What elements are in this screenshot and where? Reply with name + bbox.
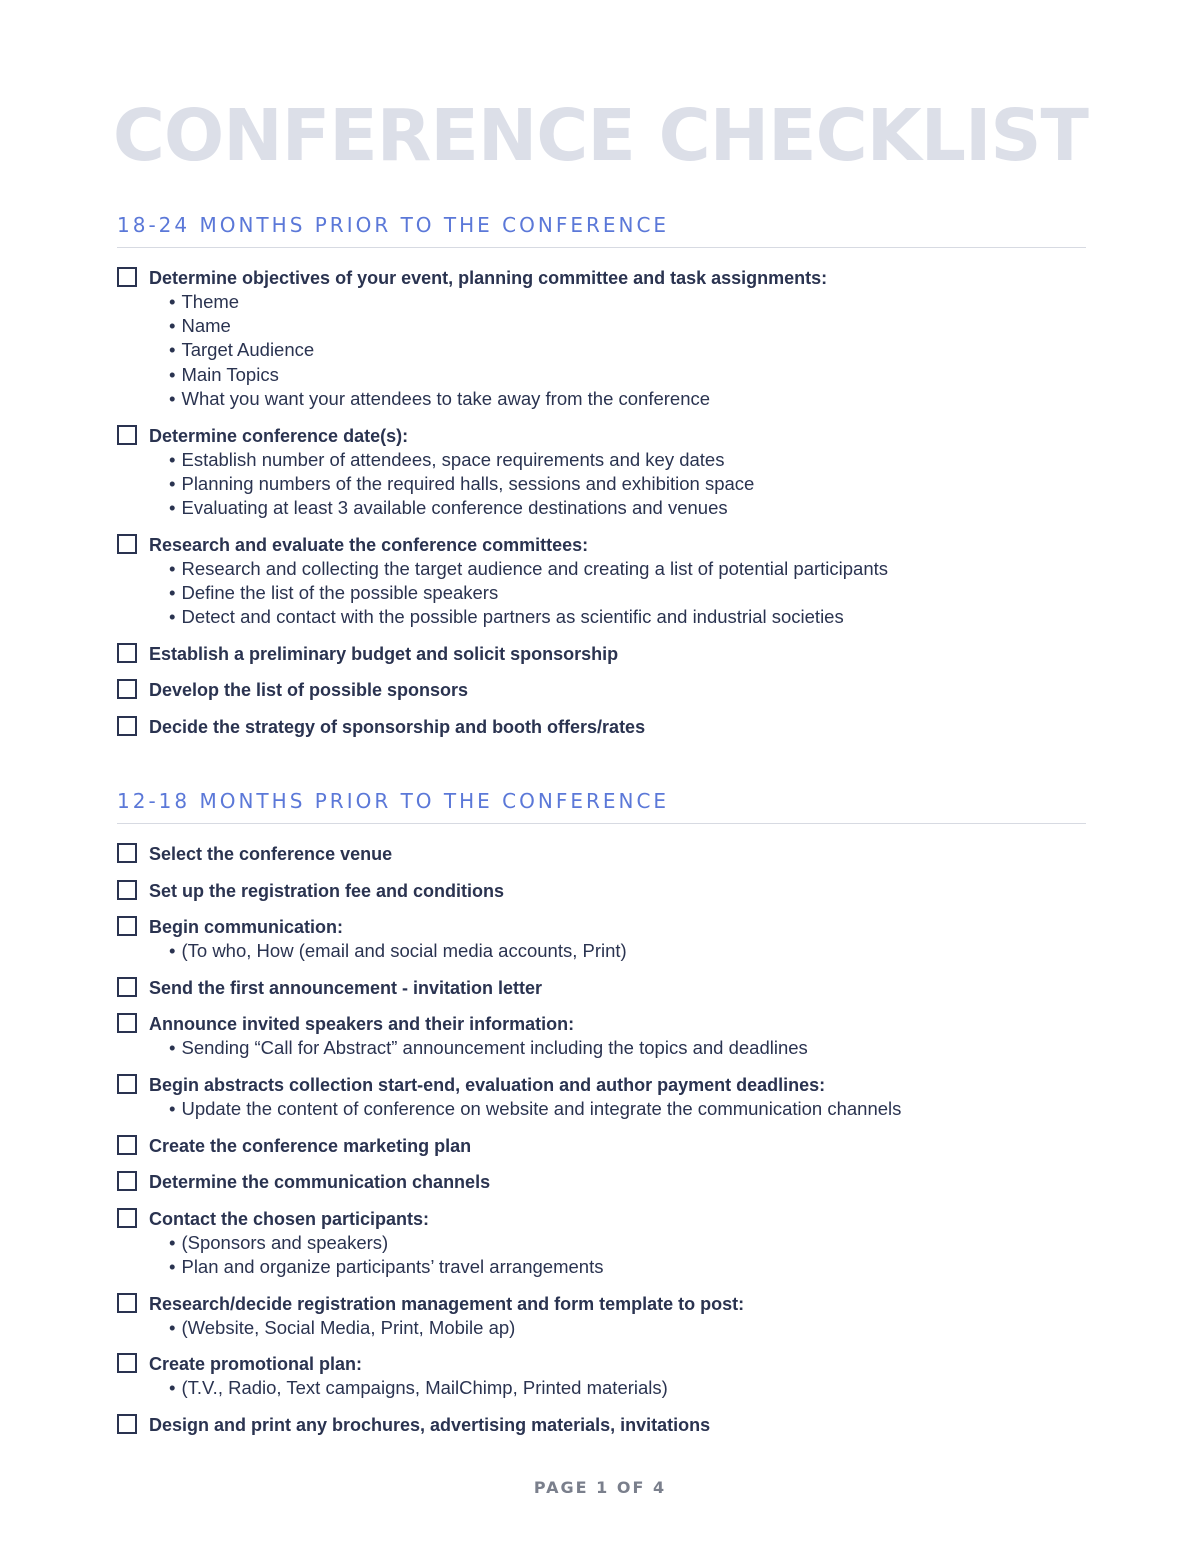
section-heading: 18-24 MONTHS PRIOR TO THE CONFERENCE (117, 213, 1086, 248)
checklist-item-label: Begin communication: (149, 917, 344, 937)
checklist-item-body (149, 1170, 1086, 1194)
checklist-item (117, 266, 1086, 411)
subitem-text: (To who, How (email and social media accounts, Print) (181, 940, 627, 961)
checklist-item (117, 842, 1086, 866)
subitem-text: What you want your attendees to take away from the conference (181, 387, 711, 409)
checklist-item-label: Establish a preliminary budget and solicit sponsorship (149, 643, 619, 664)
checklist-item (117, 1207, 1086, 1279)
section-heading: 12-18 MONTHS PRIOR TO THE CONFERENCE (117, 789, 1086, 824)
checklist (117, 824, 1086, 1437)
checklist-item-label: Research/decide registration management and form template to post: (149, 1293, 745, 1314)
checklist-item (117, 1134, 1086, 1158)
checklist-item-label: Design and print any brochures, advertising materials, invitations (149, 1414, 711, 1435)
checklist-item-body (149, 533, 1086, 630)
subitem-text: Evaluating at least 3 available conference destinations and venues (181, 496, 728, 518)
checkbox[interactable] (117, 425, 137, 445)
subitem-text: Research and collecting the target audience and creating a list of potential participants (181, 557, 889, 579)
subitem-text: Planning numbers of the required halls, sessions and exhibition space (181, 472, 755, 494)
bullet-icon: • (169, 363, 176, 385)
bullet-icon: • (169, 606, 176, 628)
subitem (169, 290, 1086, 314)
subitem-list (149, 1036, 1086, 1060)
subitem-list (149, 939, 1086, 963)
checkbox[interactable] (117, 1353, 137, 1373)
bullet-icon: • (169, 1255, 176, 1277)
checklist-item-label: Create promotional plan: (149, 1354, 363, 1375)
checkbox[interactable] (117, 1135, 137, 1155)
checklist-item-label: Begin abstracts collection start-end, evaluation and author payment deadlines: (149, 1074, 826, 1095)
subitem (169, 557, 1086, 581)
subitem (169, 314, 1086, 338)
checklist-item (117, 678, 1086, 702)
checklist-item-body (149, 1207, 1086, 1279)
checklist-item-body (149, 1073, 1086, 1121)
checklist-item (117, 1413, 1086, 1437)
subitem-text: Main Topics (181, 363, 279, 385)
bullet-icon: • (169, 1231, 176, 1253)
subitem-list (149, 448, 1086, 521)
checklist-item (117, 1170, 1086, 1194)
page-number: PAGE 1 OF 4 (533, 1478, 667, 1497)
checkbox[interactable] (117, 916, 137, 936)
checklist-item-body (149, 842, 1086, 866)
subitem (169, 1097, 1086, 1121)
checklist-item-body (149, 715, 1086, 739)
bullet-icon: • (169, 291, 176, 312)
subitem (169, 363, 1086, 387)
bullet-icon: • (169, 472, 176, 494)
bullet-icon: • (169, 339, 176, 361)
bullet-icon: • (169, 387, 176, 409)
checklist-item-label: Determine the communication channels (149, 1172, 491, 1193)
bullet-icon: • (169, 1316, 176, 1338)
checklist-item (117, 1292, 1086, 1340)
checkbox[interactable] (117, 880, 137, 900)
subitem-text: (Sponsors and speakers) (181, 1231, 389, 1253)
checklist-item-body (149, 642, 1086, 666)
subitem-list (149, 1097, 1086, 1121)
checklist-item-body (149, 915, 1086, 963)
checklist-item (117, 424, 1086, 521)
bullet-icon: • (169, 1097, 176, 1119)
bullet-icon: • (169, 315, 176, 337)
checkbox[interactable] (117, 1171, 137, 1191)
checkbox[interactable] (117, 716, 137, 736)
page-title: CONFERENCE CHECKLIST (112, 94, 1088, 177)
subitem (169, 472, 1086, 496)
subitem-text: Theme (181, 291, 240, 312)
subitem-text: Detect and contact with the possible partners as scientific and industrial societies (181, 606, 844, 628)
subitem (169, 338, 1086, 362)
checklist-item (117, 1012, 1086, 1060)
bullet-icon: • (169, 1377, 176, 1399)
checklist-item-label: Select the conference venue (149, 844, 393, 864)
subitem (169, 581, 1086, 605)
checklist-item (117, 1352, 1086, 1400)
bullet-icon: • (169, 581, 176, 603)
subitem-text: Sending “Call for Abstract” announcement including the topics and deadlines (181, 1037, 808, 1059)
checkbox[interactable] (117, 1208, 137, 1228)
checkbox[interactable] (117, 977, 137, 997)
checklist-item-body (149, 1012, 1086, 1060)
section-18-24-months (117, 213, 1086, 751)
subitem-text: Define the list of the possible speakers (181, 581, 499, 603)
subitem (169, 387, 1086, 411)
subitem (169, 939, 1086, 963)
subitem (169, 1231, 1086, 1255)
checklist-item-label: Announce invited speakers and their information: (149, 1014, 575, 1035)
checklist-item-body (149, 678, 1086, 702)
checklist-item (117, 915, 1086, 963)
subitem (169, 1255, 1086, 1279)
checklist-item (117, 879, 1086, 903)
subitem (169, 1036, 1086, 1060)
checkbox[interactable] (117, 267, 137, 287)
checklist-item (117, 976, 1086, 1000)
checklist-item-body (149, 1292, 1086, 1340)
subitem-list (149, 1231, 1086, 1279)
checklist-item (117, 715, 1086, 739)
checklist-item-body (149, 1413, 1086, 1437)
checkbox[interactable] (117, 1013, 137, 1033)
subitem-text: Establish number of attendees, space requirements and key dates (181, 448, 725, 470)
checkbox[interactable] (117, 1074, 137, 1094)
checklist-item-label: Decide the strategy of sponsorship and booth offers/rates (149, 716, 646, 737)
bullet-icon: • (169, 496, 176, 518)
checklist-item (117, 642, 1086, 666)
checklist-item-label: Set up the registration fee and conditions (149, 880, 505, 901)
checklist-item-label: Determine conference date(s): (149, 425, 409, 446)
checklist-item (117, 533, 1086, 630)
subitem-list (149, 557, 1086, 630)
checklist-item-body (149, 424, 1086, 521)
checklist (117, 248, 1086, 739)
subitem (169, 1316, 1086, 1340)
subitem-list (149, 290, 1086, 411)
subitem-text: (Website, Social Media, Print, Mobile ap) (181, 1316, 516, 1338)
checklist-item-label: Develop the list of possible sponsors (149, 680, 469, 701)
checklist-item-body (149, 1134, 1086, 1158)
subitem-text: Target Audience (181, 339, 315, 361)
bullet-icon: • (169, 448, 176, 470)
subitem (169, 605, 1086, 629)
checklist-item-label: Determine objectives of your event, planning committee and task assignments: (149, 268, 828, 288)
checklist-item-body (149, 1352, 1086, 1400)
checklist-item-body (149, 976, 1086, 1000)
bullet-icon: • (169, 557, 176, 579)
subitem-text: Plan and organize participants’ travel arrangements (181, 1255, 604, 1277)
checklist-item-label: Contact the chosen participants: (149, 1208, 430, 1229)
subitem-list (149, 1316, 1086, 1340)
checkbox[interactable] (117, 1293, 137, 1313)
subitem-text: (T.V., Radio, Text campaigns, MailChimp, Printed materials) (181, 1377, 668, 1399)
checkbox[interactable] (117, 679, 137, 699)
checkbox[interactable] (117, 843, 137, 863)
checklist-item (117, 1073, 1086, 1121)
checklist-item-label: Send the first announcement - invitation letter (149, 977, 543, 998)
section-12-18-months (117, 789, 1086, 1449)
checklist-item-body (149, 879, 1086, 903)
subitem-text: Update the content of conference on website and integrate the communication channels (181, 1097, 902, 1119)
subitem (169, 1376, 1086, 1400)
checkbox[interactable] (117, 643, 137, 663)
checklist-item-body (149, 266, 1086, 411)
subitem-list (149, 1376, 1086, 1400)
checklist-item-label: Create the conference marketing plan (149, 1135, 472, 1156)
subitem (169, 448, 1086, 472)
subitem-text: Name (181, 315, 231, 337)
subitem (169, 496, 1086, 520)
checkbox[interactable] (117, 1414, 137, 1434)
checklist-item-label: Research and evaluate the conference committees: (149, 534, 589, 555)
bullet-icon: • (169, 940, 176, 961)
checkbox[interactable] (117, 534, 137, 554)
bullet-icon: • (169, 1037, 176, 1059)
